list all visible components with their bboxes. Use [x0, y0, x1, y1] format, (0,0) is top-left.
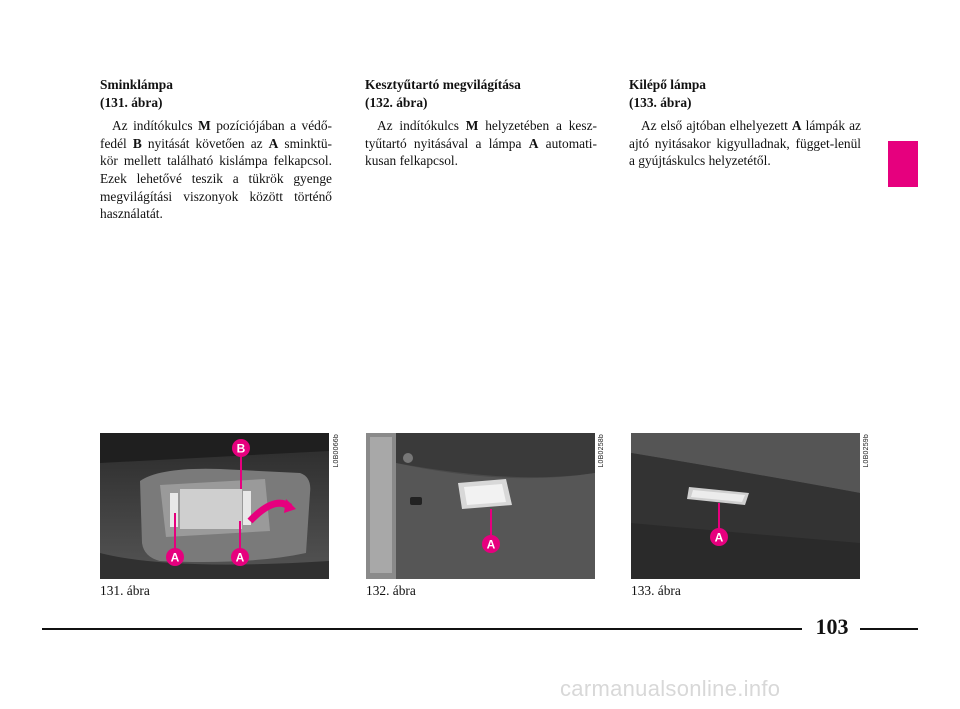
section-heading: [365, 76, 597, 111]
section-heading: [629, 76, 861, 111]
heading-title: Kilépő lámpa: [629, 77, 707, 92]
column-kilepo-lampa: [629, 76, 861, 170]
figure-caption: 132. ábra: [366, 583, 416, 598]
body-text: lámpák az ajtó nyitásakor kigyulladnak, függet-lenül a gyújtáskulcs helyzetétől.: [629, 118, 861, 169]
footer-rule: [42, 628, 802, 630]
figure-code: L0B0259b: [863, 434, 870, 468]
bold-reference: M: [198, 118, 211, 134]
body-text: nyitását követően az: [141, 135, 269, 151]
label-b: B: [236, 441, 246, 456]
bold-reference: A: [268, 135, 279, 151]
body-text: helyzetében a kesz-tyűtartó nyitásával a lámpa: [365, 118, 597, 151]
page-number: 103: [815, 614, 849, 639]
door-lamp-illustration: [631, 433, 860, 579]
figure-131-image: [100, 433, 329, 579]
body-text: Az indítókulcs: [112, 118, 199, 134]
figure-code: L0B0258b: [598, 434, 605, 468]
label-a: A: [235, 550, 245, 565]
sun-visor-illustration: [100, 433, 329, 579]
bold-reference: A: [528, 135, 539, 151]
label-a: A: [714, 530, 724, 545]
figure-code: L0B0066b: [333, 434, 340, 468]
figure-133-image: [631, 433, 860, 579]
column-sminklampa: [100, 76, 332, 223]
body-text: Az első ajtóban elhelyezett: [641, 118, 792, 134]
body-text: pozíciójában a védő-fedél: [100, 118, 332, 151]
section-body: [365, 117, 597, 170]
heading-figure-ref: (131. ábra): [100, 94, 163, 110]
label-a: A: [170, 550, 180, 565]
glove-box-illustration: [366, 433, 595, 579]
body-text: Az indítókulcs: [377, 118, 466, 134]
heading-figure-ref: (132. ábra): [365, 94, 428, 110]
figure-caption: 133. ábra: [631, 583, 681, 598]
body-text: sminktü-kör mellett található kislámpa felkapcsol. Ezek lehetővé teszik a tükrök gyenge megvilágítási viszonyok között történő használatát.: [100, 135, 333, 222]
label-a: A: [486, 537, 496, 552]
column-kesztyutarto: [365, 76, 597, 170]
bold-reference: B: [132, 135, 142, 151]
heading-figure-ref: (133. ábra): [629, 94, 692, 110]
figure-132-image: [366, 433, 595, 579]
bold-reference: M: [465, 118, 479, 134]
section-heading: [100, 76, 332, 111]
bold-reference: A: [791, 118, 802, 134]
chapter-tab: [888, 141, 918, 187]
section-body: [629, 117, 861, 170]
body-text: automati-kusan felkapcsol.: [365, 135, 597, 169]
footer-rule: [860, 628, 918, 630]
watermark: carmanualsonline.info: [560, 676, 781, 701]
section-body: [100, 117, 332, 223]
heading-title: Sminklámpa: [100, 77, 173, 92]
figure-caption: 131. ábra: [100, 583, 150, 598]
heading-title: Kesztyűtartó megvilágítása: [365, 77, 521, 92]
